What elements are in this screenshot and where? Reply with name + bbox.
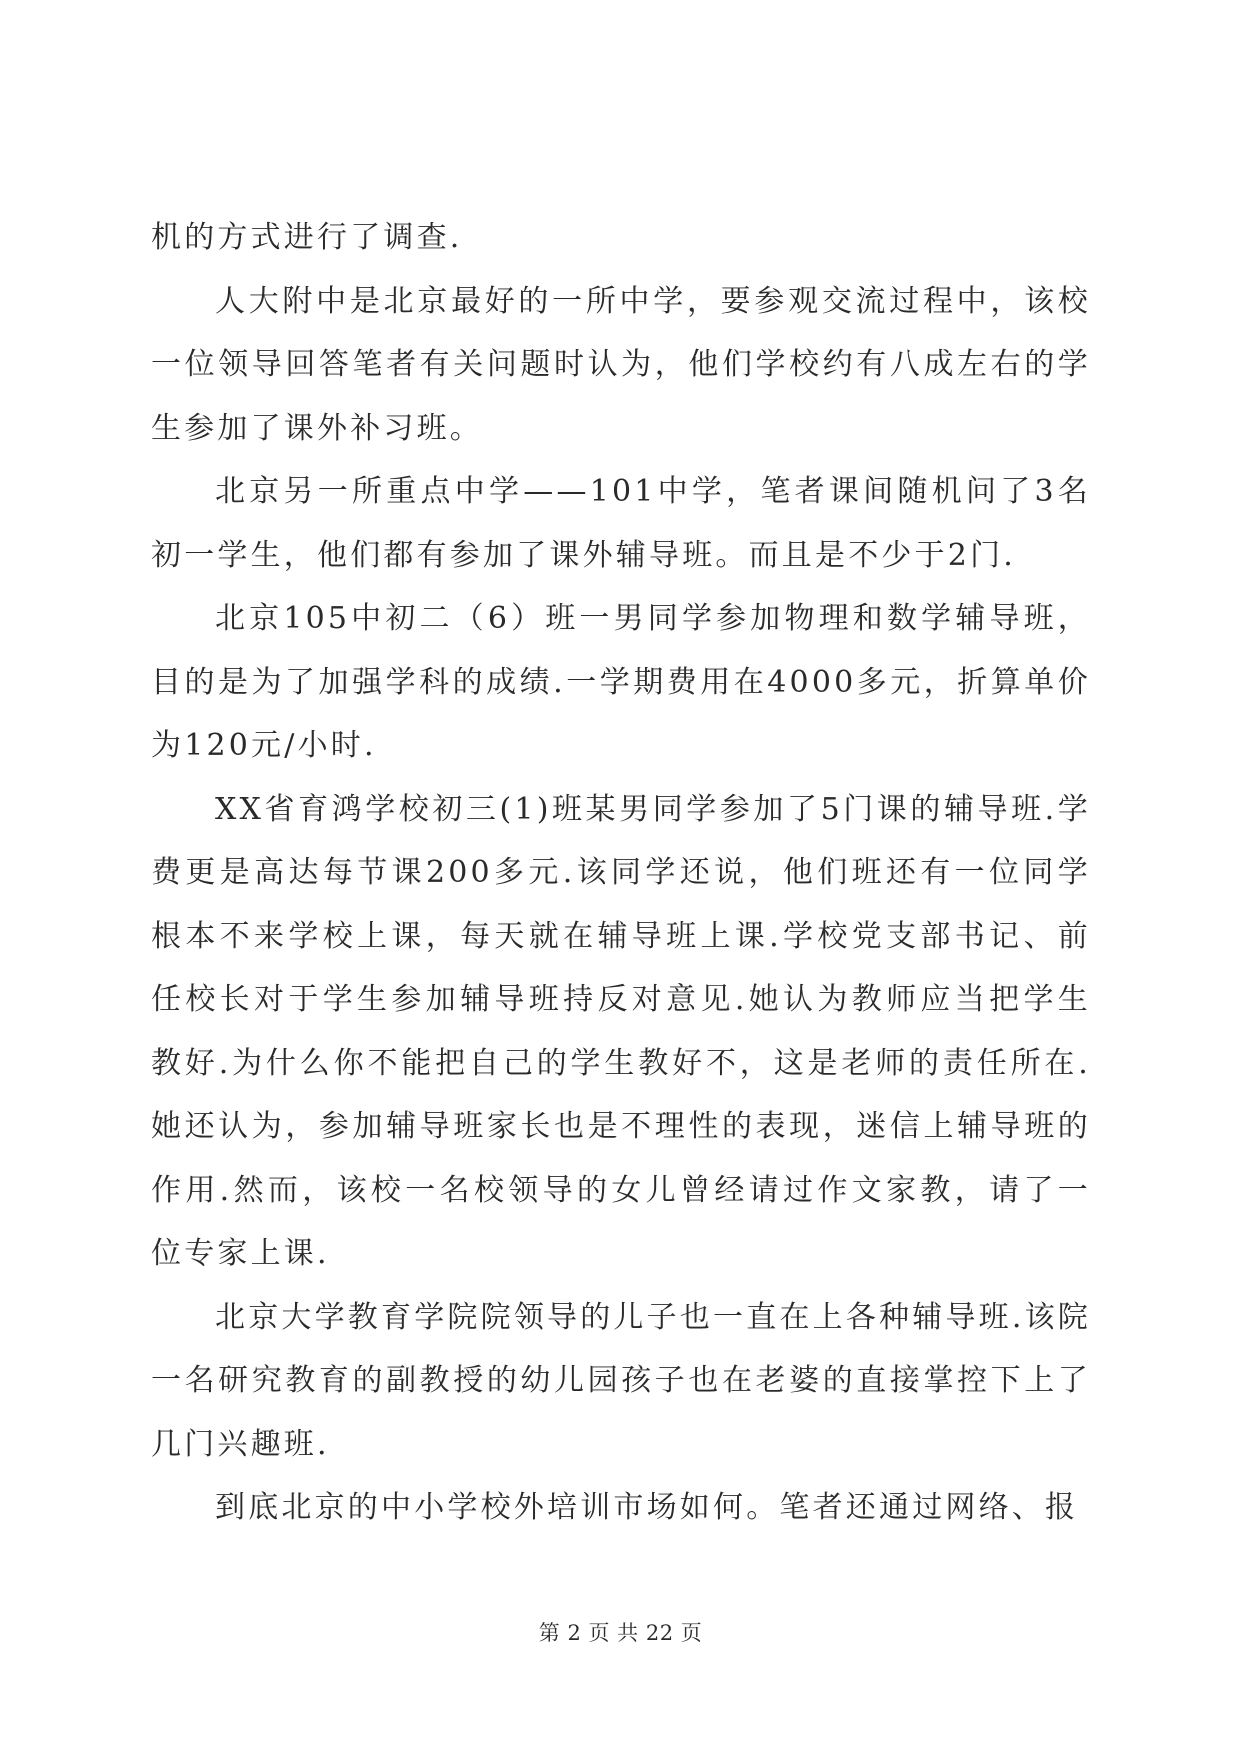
paragraph: 北京105中初二（6）班一男同学参加物理和数学辅导班，目的是为了加强学科的成绩.一学期费用在4000多元，折算单价为120元/小时. <box>151 601 1091 763</box>
paragraph: 北京另一所重点中学——101中学，笔者课间随机问了3名初一学生，他们都有参加了课外辅导班。而且是不少于2门. <box>151 474 1091 573</box>
paragraph: 机的方式进行了调查. <box>151 220 463 255</box>
paragraph: XX省育鸿学校初三(1)班某男同学参加了5门课的辅导班.学费更是高达每节课200多元.该同学还说，他们班还有一位同学根本不来学校上课，每天就在辅导班上课.学校党支部书记、前任校长对于学生参加辅导班持反对意见.她认为教师应当把学生教好.为什么你不能把自己的学生教好不，这是老师的责任所在.她还认为，参加辅导班家长也是不理性的表现，迷信上辅导班的作用.然而，该校一名校领导的女儿曾经请过作文家教，请了一位专家上课. <box>151 791 1091 1271</box>
document-body <box>151 206 1091 1540</box>
paragraph: 北京大学教育学院院领导的儿子也一直在上各种辅导班.该院一名研究教育的副教授的幼儿园孩子也在老婆的直接掌控下上了几门兴趣班. <box>151 1299 1091 1462</box>
paragraph: 人大附中是北京最好的一所中学，要参观交流过程中，该校一位领导回答笔者有关问题时认为，他们学校约有八成左右的学生参加了课外补习班。 <box>151 283 1091 446</box>
paragraph: 到底北京的中小学校外培训市场如何。笔者还通过网络、报 <box>215 1490 1079 1525</box>
page-number-footer: 第 2 页 共 22 页 <box>538 1621 703 1645</box>
